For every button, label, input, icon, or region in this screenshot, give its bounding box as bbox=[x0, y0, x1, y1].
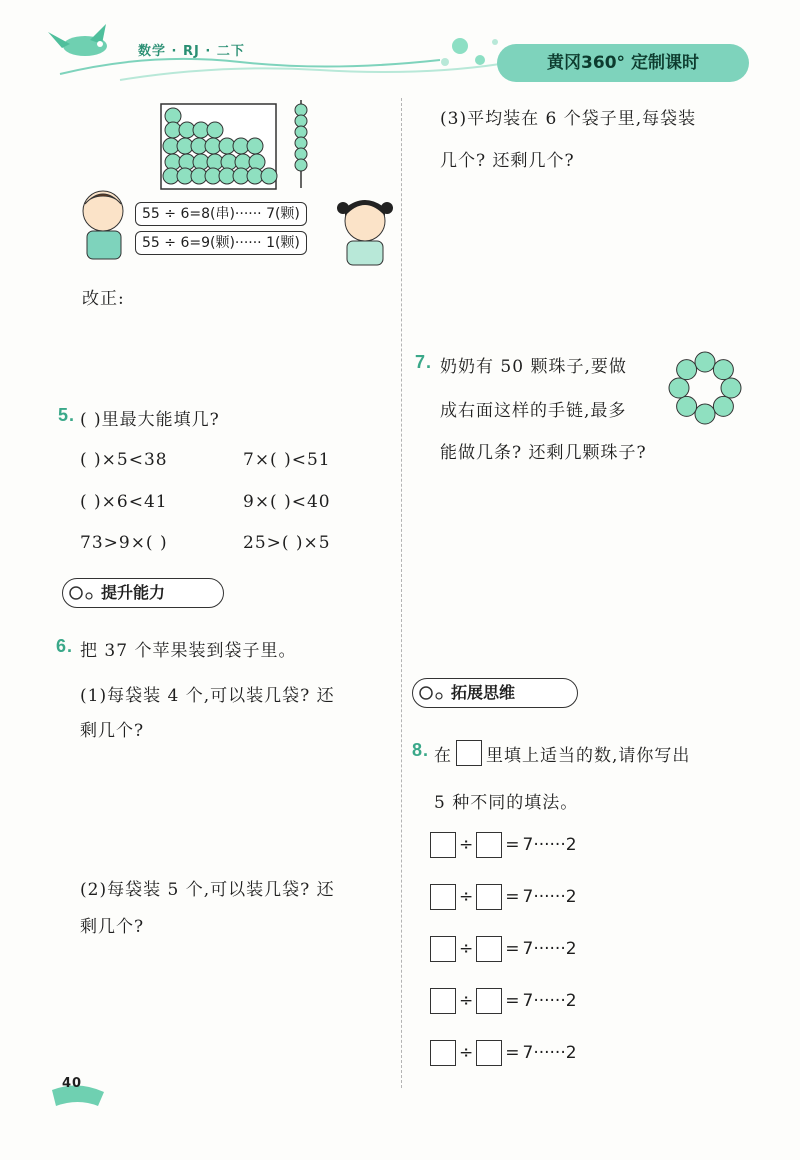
q5-row2-left: ( )×6<41 bbox=[80, 492, 168, 512]
equals-sign: = bbox=[505, 835, 520, 855]
divide-sign: ÷ bbox=[459, 835, 474, 855]
q8-line2: 5 种不同的填法。 bbox=[434, 793, 579, 813]
header-decoration bbox=[40, 22, 510, 92]
q5-prompt: ( )里最大能填几? bbox=[80, 410, 220, 430]
girl-icon bbox=[337, 200, 393, 265]
q8-line1-end: 里填上适当的数,请你写出 bbox=[486, 745, 691, 766]
page-number: 40 bbox=[62, 1076, 83, 1091]
bead bbox=[669, 378, 689, 398]
bracelet-icon bbox=[660, 350, 750, 430]
equation-row bbox=[430, 884, 577, 910]
dots-icon bbox=[69, 585, 97, 601]
equation-row bbox=[430, 988, 577, 1014]
section-header-extend bbox=[412, 678, 578, 708]
q6-number: 6. bbox=[56, 636, 74, 656]
divisor-box[interactable] bbox=[476, 884, 502, 910]
bead bbox=[295, 104, 307, 116]
divide-sign: ÷ bbox=[459, 887, 474, 907]
bead bbox=[207, 122, 223, 138]
quotient-remainder: 7······2 bbox=[522, 991, 577, 1011]
q5-number: 5. bbox=[58, 405, 76, 425]
q6-part2-line1: (2)每袋装 5 个,可以装几袋? 还 bbox=[80, 880, 335, 900]
correction-label: 改正: bbox=[82, 289, 125, 309]
section-title: 提升能力 bbox=[101, 583, 166, 602]
bead bbox=[695, 352, 715, 372]
equation-row bbox=[430, 936, 577, 962]
dividend-box[interactable] bbox=[430, 884, 456, 910]
equation-row bbox=[430, 1040, 577, 1066]
quotient-remainder: 7······2 bbox=[522, 939, 577, 959]
section-title: 拓展思维 bbox=[451, 683, 516, 702]
q7-line1: 奶奶有 50 颗珠子,要做 bbox=[440, 357, 627, 377]
q6-part1-line2: 剩几个? bbox=[80, 721, 145, 741]
q5-row1-left: ( )×5<38 bbox=[80, 450, 168, 470]
bead bbox=[295, 148, 307, 160]
boy-icon bbox=[83, 191, 123, 259]
q5-row3-right: 25>( )×5 bbox=[243, 533, 331, 553]
quotient-remainder: 7······2 bbox=[522, 835, 577, 855]
bead bbox=[713, 360, 733, 380]
bead bbox=[295, 159, 307, 171]
q6-part1-line1: (1)每袋装 4 个,可以装几袋? 还 bbox=[80, 686, 335, 706]
girl-speech-bubble: 55 ÷ 6=9(颗)······ 1(颗) bbox=[135, 231, 307, 255]
sample-box bbox=[456, 740, 482, 766]
q7-number: 7. bbox=[415, 352, 433, 372]
q8-number: 8. bbox=[412, 740, 430, 760]
divide-sign: ÷ bbox=[459, 939, 474, 959]
bead bbox=[695, 404, 715, 424]
dividend-box[interactable] bbox=[430, 988, 456, 1014]
bead bbox=[713, 396, 733, 416]
bird-icon bbox=[48, 24, 107, 56]
q6-part3-line2: 几个? 还剩几个? bbox=[440, 151, 575, 171]
dividend-box[interactable] bbox=[430, 1040, 456, 1066]
dividend-box[interactable] bbox=[430, 936, 456, 962]
q5-row2-right: 9×( )<40 bbox=[243, 492, 331, 512]
section-header-improve bbox=[62, 578, 224, 608]
quotient-remainder: 7······2 bbox=[522, 887, 577, 907]
divisor-box[interactable] bbox=[476, 988, 502, 1014]
equals-sign: = bbox=[505, 939, 520, 959]
q6-part2-line2: 剩几个? bbox=[80, 917, 145, 937]
bead bbox=[677, 360, 697, 380]
q8-line1 bbox=[434, 740, 690, 766]
bead bbox=[247, 138, 263, 154]
divisor-box[interactable] bbox=[476, 832, 502, 858]
dividend-box[interactable] bbox=[430, 832, 456, 858]
q6-prompt: 把 37 个苹果装到袋子里。 bbox=[80, 641, 297, 661]
equals-sign: = bbox=[505, 887, 520, 907]
bead bbox=[249, 154, 265, 170]
bead bbox=[721, 378, 741, 398]
divisor-box[interactable] bbox=[476, 936, 502, 962]
dots-icon bbox=[419, 685, 447, 701]
q5-row1-right: 7×( )<51 bbox=[243, 450, 331, 470]
bead bbox=[261, 168, 277, 184]
q8-line1-start: 在 bbox=[434, 745, 452, 766]
series-label: 数学 · RJ · 二下 bbox=[138, 44, 245, 59]
bead bbox=[295, 137, 307, 149]
q5-row3-left: 73>9×( ) bbox=[80, 533, 168, 553]
bead bbox=[295, 115, 307, 127]
bead-chain bbox=[295, 104, 307, 171]
quotient-remainder: 7······2 bbox=[522, 1043, 577, 1063]
divide-sign: ÷ bbox=[459, 991, 474, 1011]
bead bbox=[295, 126, 307, 138]
q7-line2: 成右面这样的手链,最多 bbox=[440, 401, 627, 421]
equals-sign: = bbox=[505, 1043, 520, 1063]
q7-line3: 能做几条? 还剩几颗珠子? bbox=[440, 443, 647, 463]
divide-sign: ÷ bbox=[459, 1043, 474, 1063]
brand-pill: 黄冈360° 定制课时 bbox=[497, 44, 749, 82]
q6-part3-line1: (3)平均装在 6 个袋子里,每袋装 bbox=[440, 109, 697, 129]
boy-speech-bubble: 55 ÷ 6=8(串)······ 7(颗) bbox=[135, 202, 307, 226]
equation-row bbox=[430, 832, 577, 858]
equals-sign: = bbox=[505, 991, 520, 1011]
divisor-box[interactable] bbox=[476, 1040, 502, 1066]
bead bbox=[677, 396, 697, 416]
